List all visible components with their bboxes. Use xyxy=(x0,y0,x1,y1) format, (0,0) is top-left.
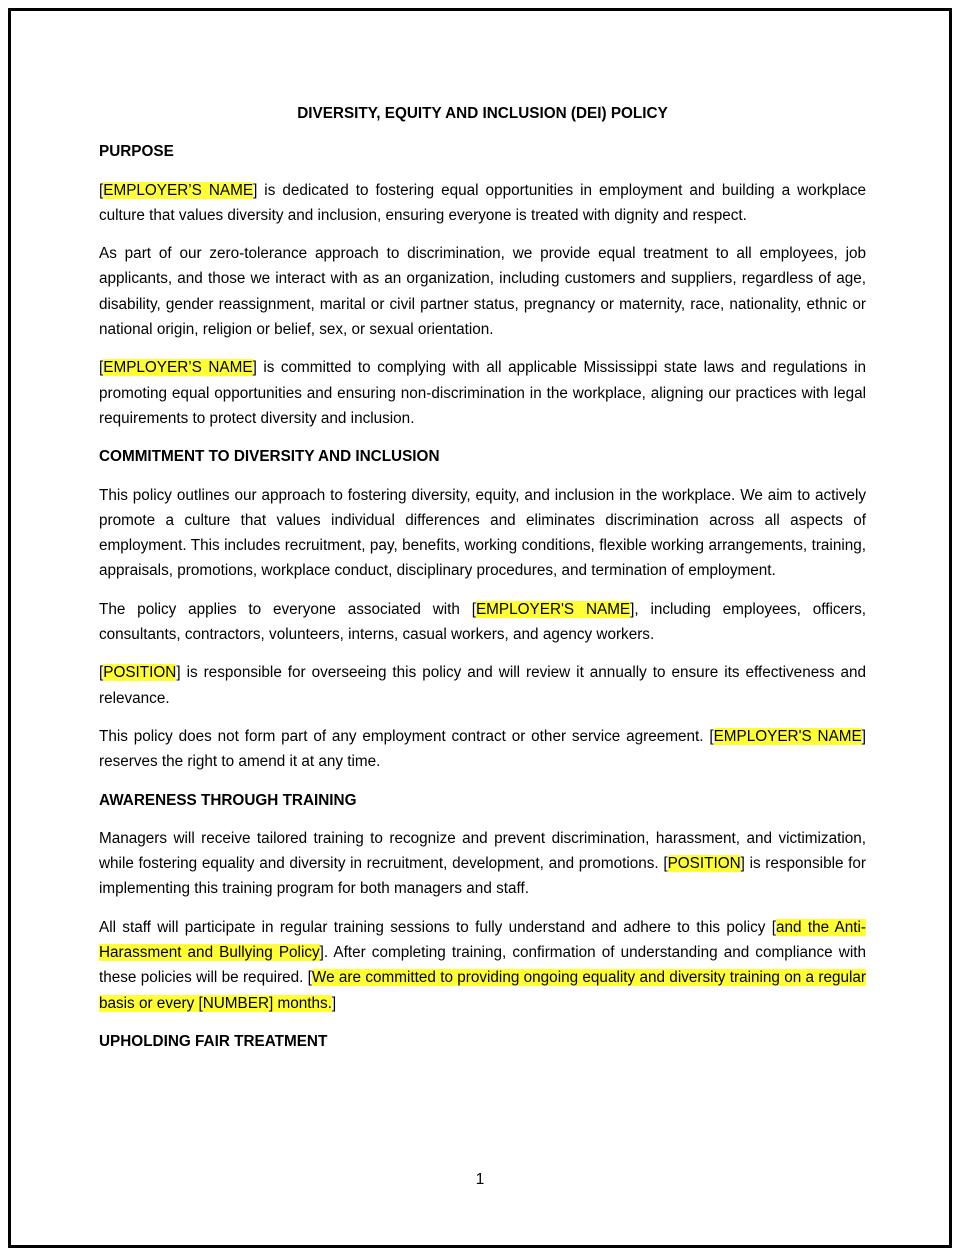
document-body xyxy=(99,101,866,1067)
paragraph xyxy=(99,597,866,648)
text-segment: ] is committed to complying with all applicable Mississippi state laws and regulations in promoting equal opportunities and ensuring non-discrimination in the workplace, aligning our practices with legal requirements to protect diversity and inclusion. xyxy=(99,359,866,427)
paragraph xyxy=(99,660,866,711)
text-segment: ] is responsible for overseeing this policy and will review it annually to ensure its effectiveness and relevance. xyxy=(99,664,866,707)
text-segment: ] xyxy=(331,994,337,1012)
text-segment: All staff will participate in regular training sessions to fully understand and adhere to this policy [ xyxy=(99,918,776,936)
text-segment: ] reserves the right to amend it at any time. xyxy=(99,727,866,771)
section-heading: UPHOLDING FAIR TREATMENT xyxy=(99,1032,328,1050)
placeholder-highlight: EMPLOYER’S NAME xyxy=(103,181,254,199)
text-segment: ]. After completing training, confirmation of understanding and compliance with these policies will be required. [ xyxy=(99,944,866,987)
text-segment: Managers will receive tailored training to recognize and prevent discrimination, harassment, and victimization, while fostering equality and diversity in recruitment, development, and promotions. [ xyxy=(99,829,866,873)
placeholder-highlight: EMPLOYER’S NAME xyxy=(103,359,253,377)
text-segment: The policy applies to everyone associated with [ xyxy=(99,600,476,618)
section-heading: AWARENESS THROUGH TRAINING xyxy=(99,791,357,809)
paragraph xyxy=(99,355,866,431)
text-segment: [ xyxy=(99,359,104,377)
text-segment: This policy does not form part of any employment contract or other service agreement. [ xyxy=(99,727,714,745)
placeholder-highlight: EMPLOYER'S NAME xyxy=(475,600,631,618)
paragraph xyxy=(99,826,866,902)
section-heading: PURPOSE xyxy=(99,143,174,161)
paragraph xyxy=(99,724,866,775)
text-segment: ] is dedicated to fostering equal opportunities in employment and building a workplace culture that values diversity and inclusion, ensuring everyone is treated with dignity and respect. xyxy=(99,181,866,224)
placeholder-highlight: EMPLOYER'S NAME xyxy=(713,727,862,745)
paragraph xyxy=(99,483,866,584)
placeholder-highlight: and the Anti-Harassment and Bullying Policy xyxy=(99,918,866,962)
paragraph xyxy=(99,915,866,1016)
paragraph xyxy=(99,241,866,342)
placeholder-highlight: We are committed to providing ongoing equality and diversity training on a regular basis or every [NUMBER] months. xyxy=(99,969,866,1012)
text-segment: [ xyxy=(99,664,104,682)
text-segment: [ xyxy=(99,181,104,199)
page-number: 1 xyxy=(475,1171,485,1188)
section-heading: COMMITMENT TO DIVERSITY AND INCLUSION xyxy=(99,448,440,466)
text-segment: ], including employees, officers, consultants, contractors, volunteers, interns, casual workers, and agency workers. xyxy=(99,600,866,644)
placeholder-highlight: POSITION xyxy=(667,855,741,873)
document-title: DIVERSITY, EQUITY AND INCLUSION (DEI) POLICY xyxy=(297,105,668,122)
document-page xyxy=(8,8,952,1248)
placeholder-highlight: POSITION xyxy=(103,664,177,682)
text-segment: This policy outlines our approach to fostering diversity, equity, and inclusion in the workplace. We aim to actively promote a culture that values individual differences and eliminates discrimination across all aspects of employment. This includes recruitment, pay, benefits, working conditions, flexible working arrangements, training, appraisals, promotions, workplace conduct, disciplinary procedures, and termination of employment. xyxy=(99,486,866,580)
paragraph xyxy=(99,178,866,229)
text-segment: As part of our zero-tolerance approach to discrimination, we provide equal treatment to all employees, job applicants, and those we interact with as an organization, including customers and suppliers, regardless of age, disability, gender reassignment, marital or civil partner status, pregnancy or maternity, race, nationality, ethnic or national origin, religion or belief, sex, or sexual orientation. xyxy=(99,245,866,339)
text-segment: ] is responsible for implementing this training program for both managers and staff. xyxy=(99,855,866,898)
